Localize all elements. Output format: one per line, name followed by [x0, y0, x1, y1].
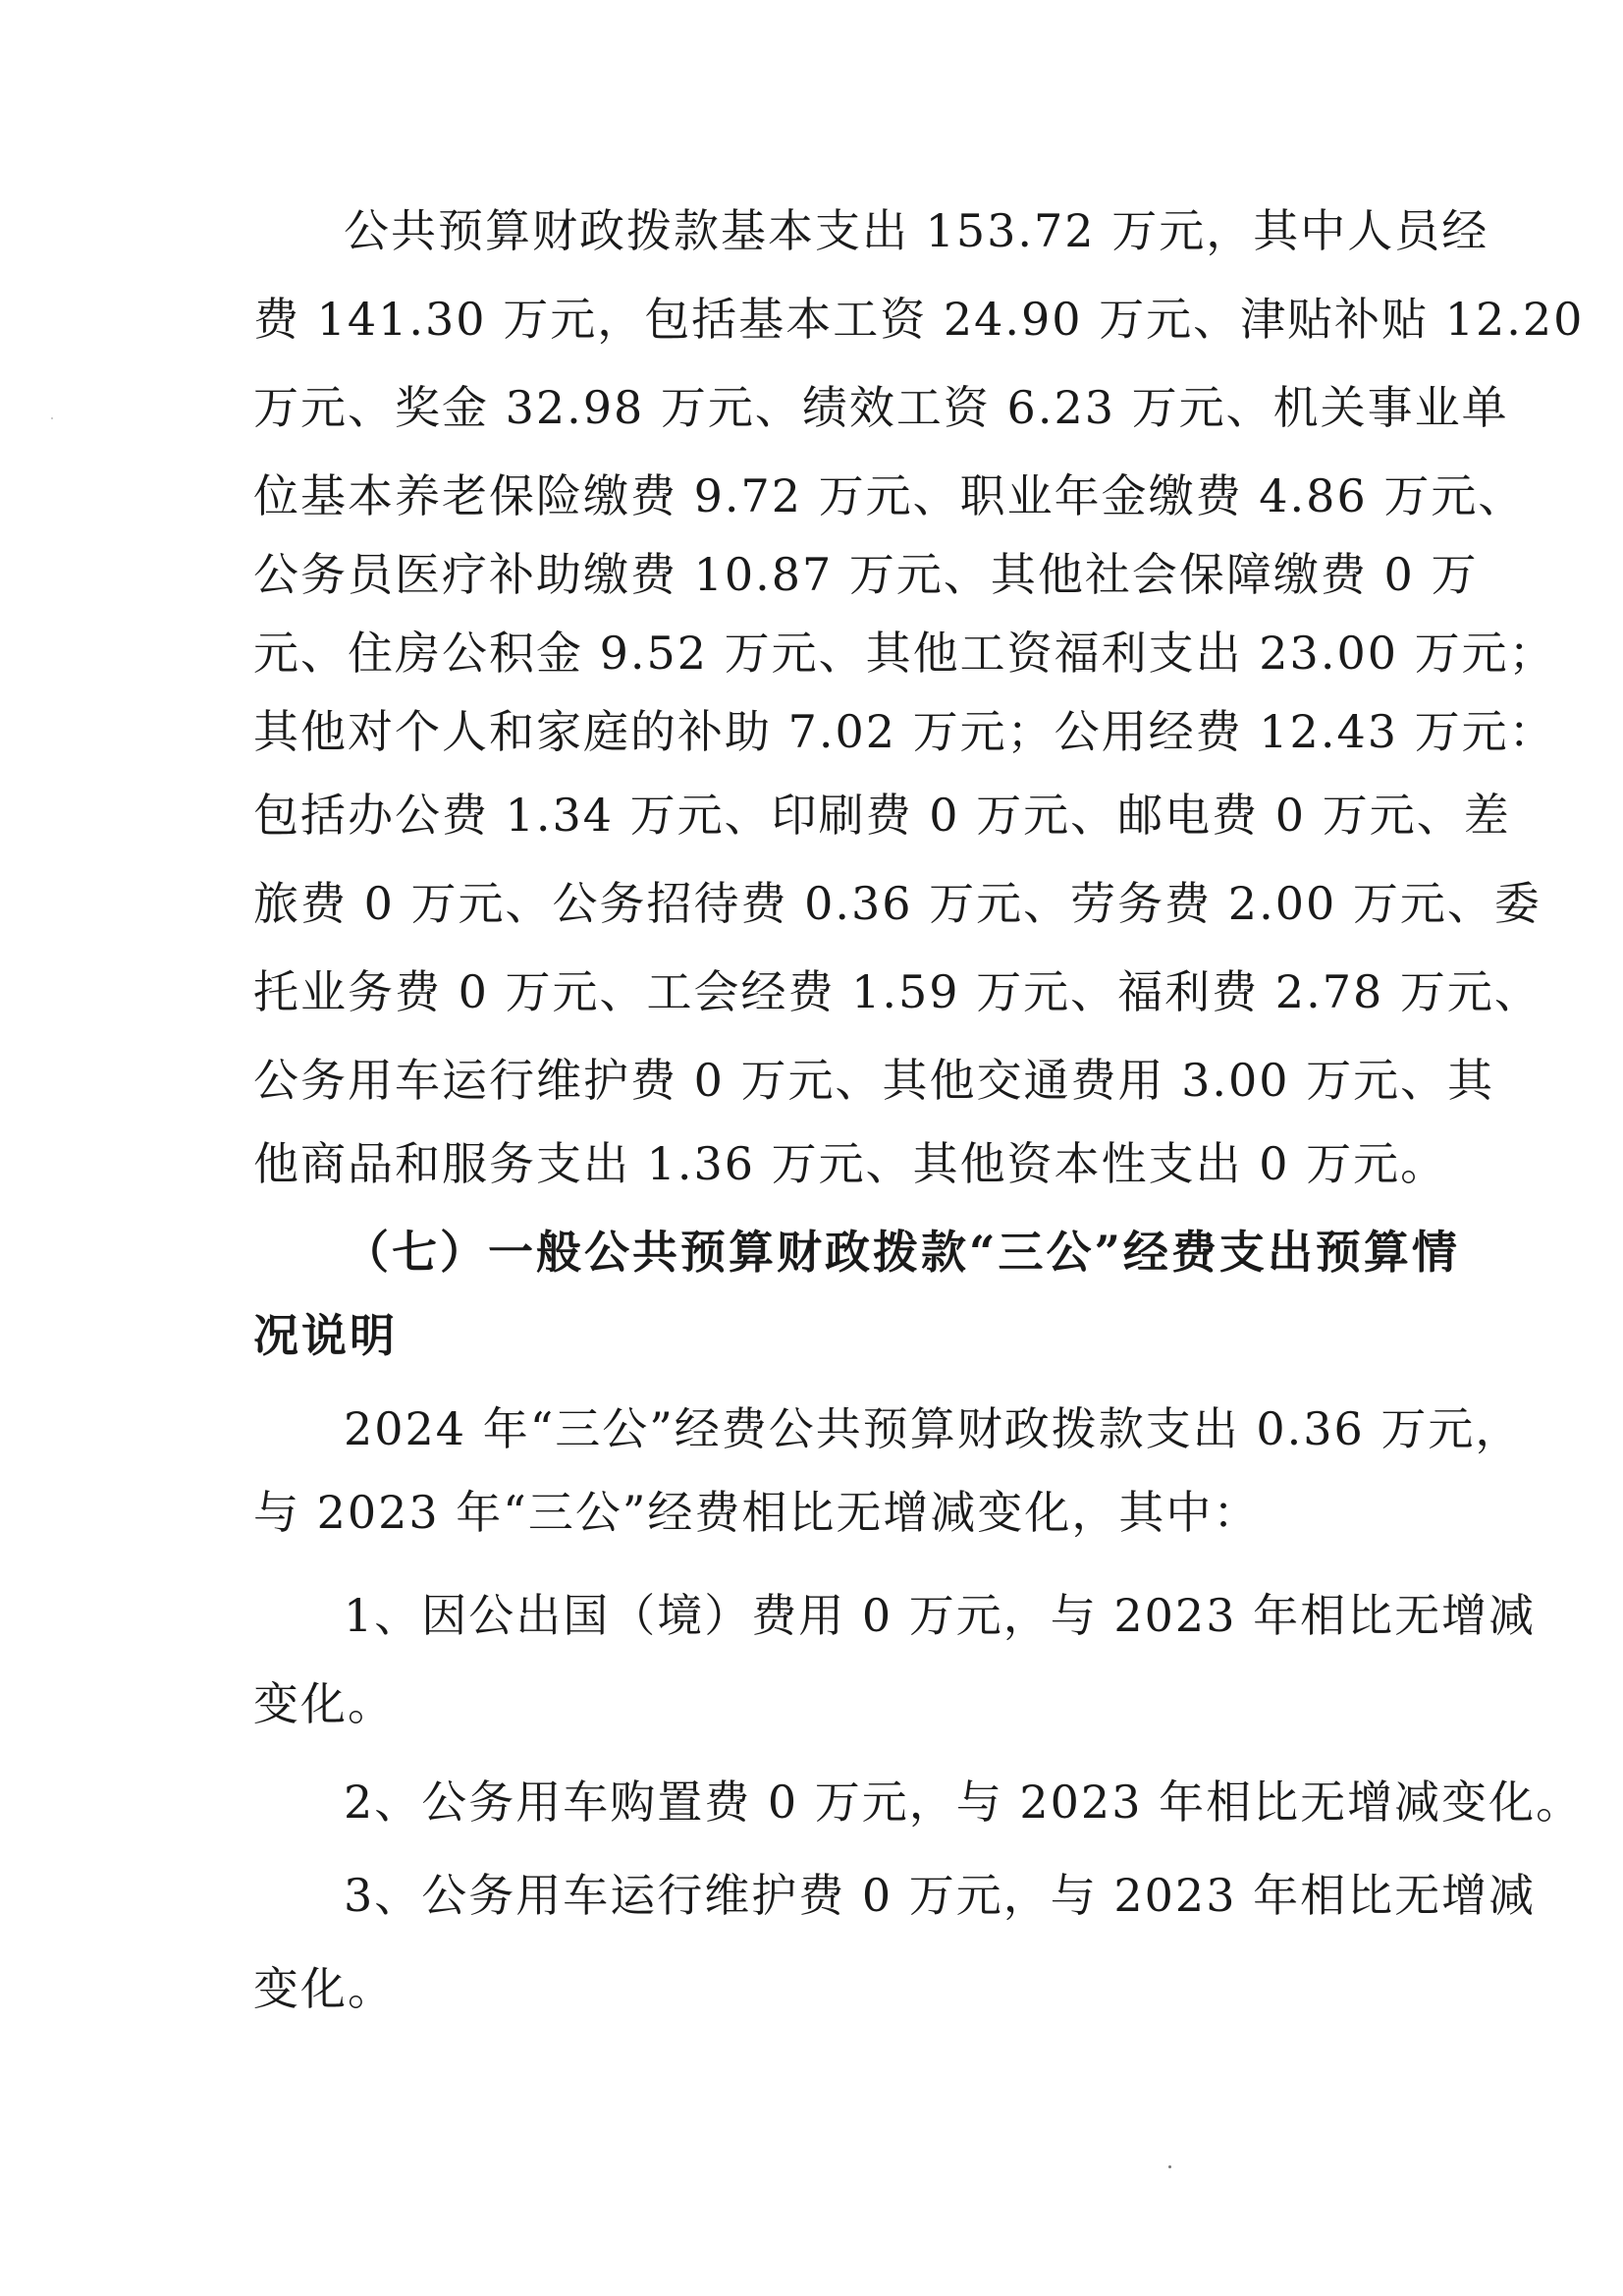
- body-line-1: 公共预算财政拨款基本支出 153.72 万元，其中人员经: [344, 204, 1489, 257]
- body-line-12: 他商品和服务支出 1.36 万元、其他资本性支出 0 万元。: [253, 1137, 1448, 1190]
- body-line-4: 位基本养老保险缴费 9.72 万元、职业年金缴费 4.86 万元、: [253, 469, 1526, 522]
- body-line-8: 包括办公费 1.34 万元、印刷费 0 万元、邮电费 0 万元、差: [253, 789, 1511, 842]
- item-1-line-1: 1、因公出国（境）费用 0 万元，与 2023 年相比无增减: [344, 1589, 1537, 1642]
- scan-speck: [51, 417, 53, 419]
- section-heading-line-2: 况说明: [253, 1309, 398, 1362]
- body-line-3: 万元、奖金 32.98 万元、绩效工资 6.23 万元、机关事业单: [253, 381, 1509, 434]
- scan-speck: [1168, 2165, 1171, 2168]
- item-3-line-2: 变化。: [253, 1962, 395, 2015]
- body-line-9: 旅费 0 万元、公务招待费 0.36 万元、劳务费 2.00 万元、委: [253, 877, 1542, 930]
- section-heading-line-1: （七）一般公共预算财政拨款“三公”经费支出预算情: [344, 1226, 1460, 1279]
- item-1-line-2: 变化。: [253, 1677, 395, 1730]
- summary-line-2: 与 2023 年“三公”经费相比无增减变化，其中：: [253, 1486, 1261, 1539]
- body-line-6: 元、住房公积金 9.52 万元、其他工资福利支出 23.00 万元；: [253, 627, 1556, 680]
- body-line-2: 费 141.30 万元，包括基本工资 24.90 万元、津贴补贴 12.20: [253, 293, 1585, 346]
- item-2: 2、公务用车购置费 0 万元，与 2023 年相比无增减变化。: [344, 1776, 1584, 1829]
- body-line-5: 公务员医疗补助缴费 10.87 万元、其他社会保障缴费 0 万: [253, 548, 1479, 601]
- summary-line-1: 2024 年“三公”经费公共预算财政拨款支出 0.36 万元，: [344, 1402, 1523, 1455]
- body-line-11: 公务用车运行维护费 0 万元、其他交通费用 3.00 万元、其: [253, 1054, 1495, 1107]
- body-line-10: 托业务费 0 万元、工会经费 1.59 万元、福利费 2.78 万元、: [253, 965, 1542, 1018]
- body-line-7: 其他对个人和家庭的补助 7.02 万元；公用经费 12.43 万元：: [253, 705, 1556, 758]
- item-3-line-1: 3、公务用车运行维护费 0 万元，与 2023 年相比无增减: [344, 1869, 1537, 1922]
